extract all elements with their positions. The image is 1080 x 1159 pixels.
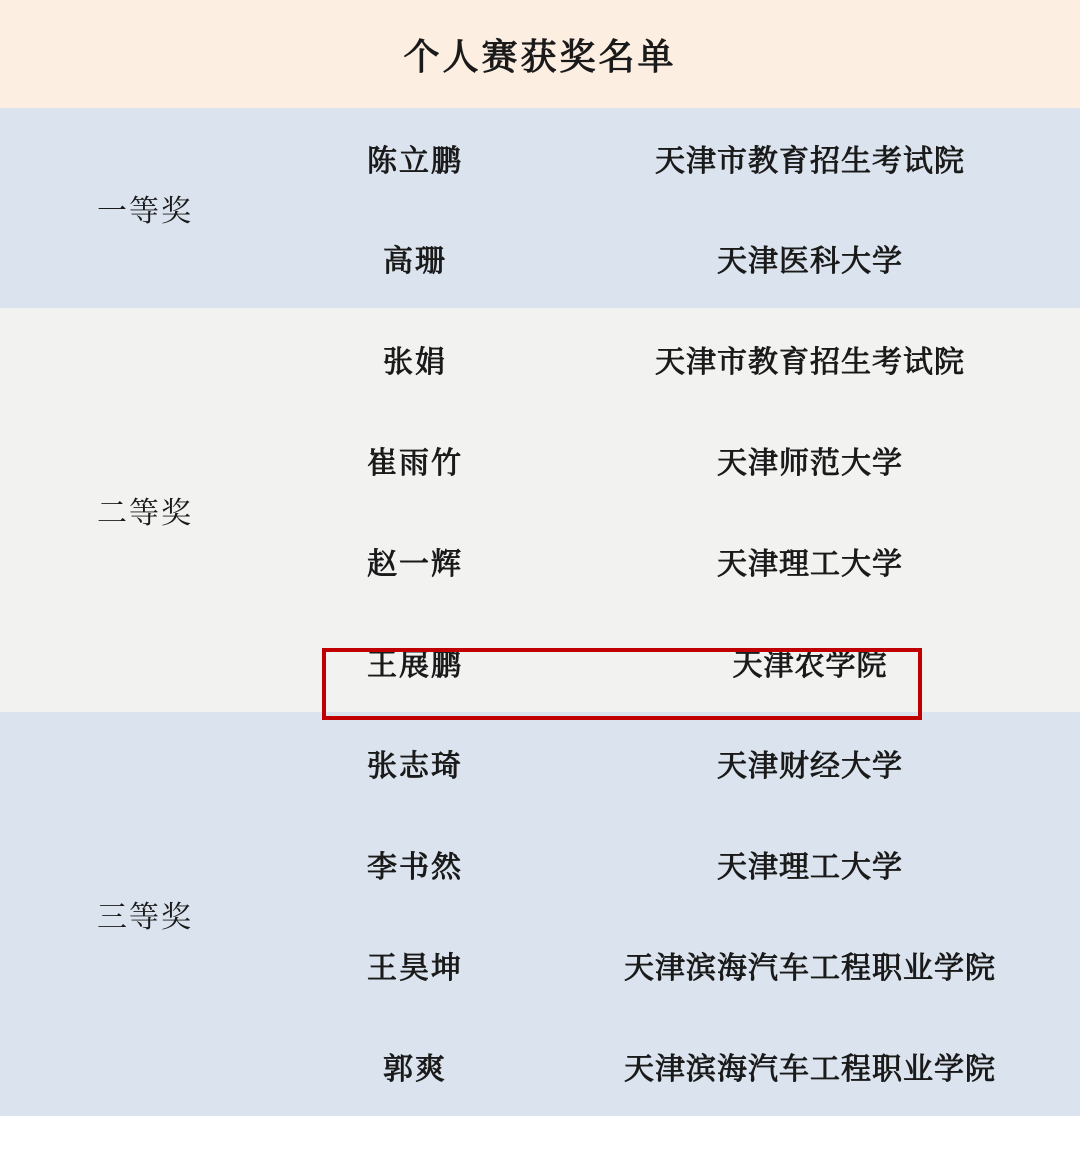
- winner-org: 天津滨海汽车工程职业学院: [624, 1052, 996, 1086]
- winner-name-cell: [290, 308, 540, 409]
- award-level-cell: [0, 108, 290, 308]
- winner-org: 天津农学院: [732, 648, 888, 682]
- winner-org: 天津市教育招生考试院: [655, 345, 965, 379]
- winner-name-cell: [290, 108, 540, 208]
- winner-org-cell: [540, 208, 1080, 308]
- winner-name-cell: [290, 712, 540, 813]
- winner-name-cell: [290, 1015, 540, 1116]
- winner-name: 高珊: [383, 245, 447, 278]
- winner-org: 天津医科大学: [717, 245, 903, 278]
- winner-org-cell: [540, 611, 1080, 712]
- winner-org-cell: [540, 308, 1080, 409]
- winner-org: 天津财经大学: [717, 749, 903, 783]
- award-table: [0, 108, 1080, 1116]
- winner-name: 李书然: [367, 850, 463, 884]
- award-level-cell: [0, 308, 290, 712]
- winner-name-cell: [290, 409, 540, 510]
- winner-org: 天津市教育招生考试院: [655, 145, 965, 178]
- winner-org: 天津滨海汽车工程职业学院: [624, 951, 996, 985]
- page-title: 个人赛获奖名单: [403, 36, 677, 77]
- winner-org: 天津师范大学: [717, 446, 903, 480]
- winner-name-cell: [290, 611, 540, 712]
- winner-name-cell: [290, 813, 540, 914]
- winner-name: 王昊坤: [367, 951, 463, 985]
- winner-name: 陈立鹏: [367, 145, 463, 178]
- winner-name-cell: [290, 208, 540, 308]
- award-level-label: 三等奖: [97, 901, 193, 934]
- winner-name: 崔雨竹: [367, 446, 463, 480]
- table-row: [0, 712, 1080, 813]
- winner-org: 天津理工大学: [717, 850, 903, 884]
- winner-name: 张志琦: [367, 749, 463, 783]
- winner-org: 天津理工大学: [717, 547, 903, 581]
- winner-org-cell: [540, 712, 1080, 813]
- winner-org-cell: [540, 409, 1080, 510]
- winner-org-cell: [540, 914, 1080, 1015]
- award-level-label: 一等奖: [97, 195, 193, 228]
- table-row: [0, 108, 1080, 208]
- winner-name-cell: [290, 510, 540, 611]
- winner-org-cell: [540, 108, 1080, 208]
- winner-name: 王展鹏: [367, 648, 463, 682]
- table-row: [0, 308, 1080, 409]
- winner-name: 赵一辉: [367, 547, 463, 581]
- winner-org-cell: [540, 813, 1080, 914]
- winner-name: 张娟: [383, 345, 447, 379]
- document-title-band: [0, 0, 1080, 108]
- winner-name: 郭爽: [383, 1052, 447, 1086]
- winner-org-cell: [540, 1015, 1080, 1116]
- winner-name-cell: [290, 914, 540, 1015]
- award-level-label: 二等奖: [97, 497, 193, 530]
- winner-org-cell: [540, 510, 1080, 611]
- award-level-cell: [0, 712, 290, 1116]
